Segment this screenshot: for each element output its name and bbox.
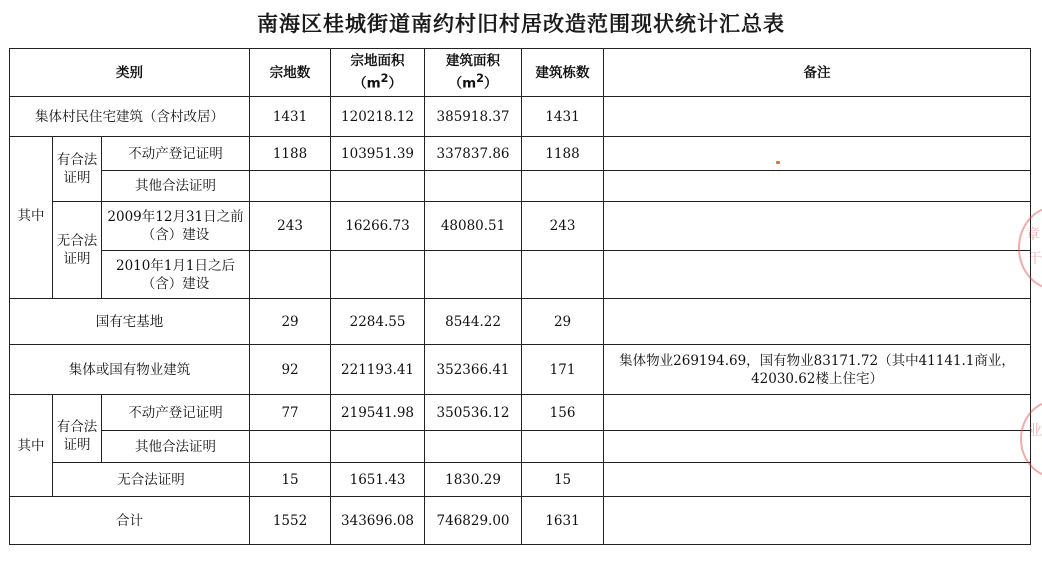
unit-sup: 2 bbox=[476, 72, 484, 86]
row-label: 合计 bbox=[10, 497, 250, 545]
row-label: 国有宅基地 bbox=[10, 299, 250, 345]
unit-m: m bbox=[366, 75, 381, 92]
table-row bbox=[10, 97, 1031, 137]
parcel-count-cell: 243 bbox=[250, 202, 331, 251]
table-row bbox=[10, 463, 1031, 497]
parcel-area-cell: 120218.12 bbox=[331, 97, 425, 137]
sub-row-label: 其他合法证明 bbox=[102, 431, 250, 463]
parcel-count-cell: 15 bbox=[250, 463, 331, 497]
parcel-area-cell: 16266.73 bbox=[331, 202, 425, 251]
sub-row-label: 2010年1月1日之后（含）建设 bbox=[102, 251, 250, 299]
building-count-cell bbox=[522, 431, 604, 463]
building-area-cell: 746829.00 bbox=[425, 497, 522, 545]
building-area-cell bbox=[425, 251, 522, 299]
header-building-area-label: 建筑面积 bbox=[446, 53, 501, 70]
building-count-cell: 1188 bbox=[522, 137, 604, 171]
table-row bbox=[10, 299, 1031, 345]
unit-sup: 2 bbox=[380, 72, 389, 86]
table-row bbox=[10, 395, 1031, 431]
building-count-cell: 15 bbox=[522, 463, 604, 497]
parcel-area-cell: 343696.08 bbox=[331, 497, 425, 545]
header-category: 类别 bbox=[10, 49, 250, 97]
sub-row-label: 不动产登记证明 bbox=[102, 137, 250, 171]
parcel-count-cell: 1431 bbox=[250, 97, 331, 137]
building-count-cell: 171 bbox=[522, 345, 604, 395]
table-row bbox=[10, 202, 1031, 251]
parcel-area-cell: 219541.98 bbox=[331, 395, 425, 431]
page-title: 南海区桂城街道南约村旧村居改造范围现状统计汇总表 bbox=[257, 12, 785, 36]
table-row bbox=[10, 137, 1031, 171]
table-row bbox=[10, 251, 1031, 299]
remark-cell bbox=[604, 395, 1031, 431]
building-count-cell: 1431 bbox=[522, 97, 604, 137]
header-building-area: 建筑面积 $(m^2)$ bbox=[425, 49, 522, 97]
header-row bbox=[10, 49, 1031, 97]
remark-cell bbox=[604, 171, 1031, 202]
parcel-area-cell bbox=[331, 171, 425, 202]
header-building-count: 建筑栋数 bbox=[522, 49, 604, 97]
remark-cell bbox=[604, 202, 1031, 251]
row-label: 集体村民住宅建筑（含村改居） bbox=[10, 97, 250, 137]
building-count-cell: 1631 bbox=[522, 497, 604, 545]
building-area-cell: 48080.51 bbox=[425, 202, 522, 251]
seal-stamp-text: 章 bbox=[1026, 227, 1040, 243]
row-label: 集体或国有物业建筑 bbox=[10, 345, 250, 395]
building-area-cell: 352366.41 bbox=[425, 345, 522, 395]
building-area-cell: 8544.22 bbox=[425, 299, 522, 345]
no-legal-cert-label: 无合法证明 bbox=[53, 202, 102, 299]
parcel-area-cell: 2284.55 bbox=[331, 299, 425, 345]
remark-cell bbox=[604, 299, 1031, 345]
of-which-label: 其中 bbox=[10, 395, 53, 497]
unit-m: m bbox=[462, 75, 477, 92]
header-parcel-count: 宗地数 bbox=[250, 49, 331, 97]
building-count-cell bbox=[522, 251, 604, 299]
ink-speck bbox=[776, 161, 780, 164]
parcel-area-cell bbox=[331, 251, 425, 299]
legal-cert-label: 有合法证明 bbox=[53, 137, 102, 202]
parcel-count-cell: 92 bbox=[250, 345, 331, 395]
building-count-cell: 243 bbox=[522, 202, 604, 251]
sub-row-label: 2009年12月31日之前（含）建设 bbox=[102, 202, 250, 251]
parcel-count-cell: 1552 bbox=[250, 497, 331, 545]
remark-cell bbox=[604, 463, 1031, 497]
building-area-cell: 350536.12 bbox=[425, 395, 522, 431]
of-which-label: 其中 bbox=[10, 137, 53, 299]
table-row bbox=[10, 431, 1031, 463]
summary-table bbox=[9, 48, 1031, 545]
remark-cell bbox=[604, 137, 1031, 171]
parcel-area-cell: 221193.41 bbox=[331, 345, 425, 395]
remark-cell bbox=[604, 97, 1031, 137]
parcel-count-cell: 1188 bbox=[250, 137, 331, 171]
building-count-cell bbox=[522, 171, 604, 202]
table-row bbox=[10, 171, 1031, 202]
building-count-cell: 156 bbox=[522, 395, 604, 431]
parcel-area-cell: 1651.43 bbox=[331, 463, 425, 497]
parcel-count-cell bbox=[250, 431, 331, 463]
sub-row-label: 无合法证明 bbox=[53, 463, 250, 497]
parcel-area-cell: 103951.39 bbox=[331, 137, 425, 171]
sub-row-label: 不动产登记证明 bbox=[102, 395, 250, 431]
legal-cert-label: 有合法证明 bbox=[53, 395, 102, 463]
seal-stamp-text: 业 bbox=[1028, 423, 1042, 439]
parcel-count-cell: 29 bbox=[250, 299, 331, 345]
sub-row-label: 其他合法证明 bbox=[102, 171, 250, 202]
building-area-cell bbox=[425, 431, 522, 463]
remark-cell bbox=[604, 497, 1031, 545]
total-row bbox=[10, 497, 1031, 545]
remark-cell bbox=[604, 251, 1031, 299]
parcel-count-cell: 77 bbox=[250, 395, 331, 431]
header-parcel-area: 宗地面积 $(m^2)$ bbox=[331, 49, 425, 97]
parcel-count-cell bbox=[250, 171, 331, 202]
remark-cell: 集体物业269194.69，国有物业83171.72（其中41141.1商业，42030.62楼上住宅） bbox=[604, 345, 1031, 395]
parcel-area-cell bbox=[331, 431, 425, 463]
header-parcel-area-label: 宗地面积 bbox=[350, 53, 405, 70]
header-remarks: 备注 bbox=[604, 49, 1031, 97]
parcel-count-cell bbox=[250, 251, 331, 299]
building-count-cell: 29 bbox=[522, 299, 604, 345]
building-area-cell: 385918.37 bbox=[425, 97, 522, 137]
remark-cell bbox=[604, 431, 1031, 463]
seal-stamp-text: 干 bbox=[1028, 251, 1042, 267]
building-area-cell bbox=[425, 171, 522, 202]
building-area-cell: 337837.86 bbox=[425, 137, 522, 171]
building-area-cell: 1830.29 bbox=[425, 463, 522, 497]
table-row bbox=[10, 345, 1031, 395]
